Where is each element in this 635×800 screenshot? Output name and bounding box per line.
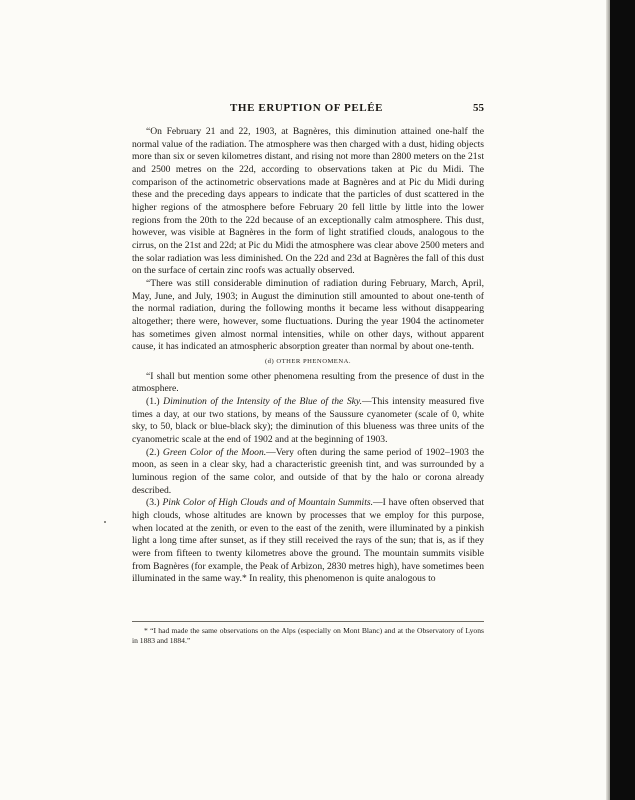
footnote-divider	[132, 621, 484, 622]
body-text	[132, 126, 484, 586]
running-title: THE ERUPTION OF PELÉE	[230, 102, 384, 114]
footnote	[132, 626, 484, 647]
page-number: 55	[473, 102, 484, 114]
paragraph-radiation: “There was still considerable diminution of radiation during February, March, April, May, June, and July, 1903; in August the diminution still amounted to about one-tenth of the normal radiation, during the following months it became less without disappearing altogether; there were, however, some fluctuations. During the year 1904 the actinometer has sometimes given almost normal intensities, while on other days, without apparent cause, it has indicated an atmospheric absorption greater than normal by about one-tenth.	[132, 277, 484, 353]
list-item-green-moon	[132, 447, 484, 498]
page-header	[132, 102, 484, 118]
list-item-blue-sky	[132, 396, 484, 447]
subheading-label: (d)	[264, 357, 275, 365]
scan-border-right	[610, 0, 635, 800]
item-title: Green Color of the Moon.	[162, 446, 267, 458]
item-number: (2.)	[146, 446, 160, 458]
item-text: —This intensity measured five times a day, at our two stations, by means of the Saussure cyanometer (scale of 0, white sky, to 50, black or blue-black sky); the diminution of this blueness was three units of the cyanometric scale at the end of 1902 and at the beginning of 1903.	[132, 396, 484, 446]
section-subheading	[132, 356, 484, 368]
item-number: (3.)	[146, 497, 160, 509]
footnote-text: * “I had made the same observations on the Alps (especially on Mont Blanc) and at the Observatory of Lyons in 1883 and 1884.”	[132, 626, 484, 646]
item-number: (1.)	[146, 396, 160, 408]
paragraph-intro: “I shall but mention some other phenomena resulting from the presence of dust in the atmosphere.	[132, 370, 484, 395]
paragraph-bagneres: “On February 21 and 22, 1903, at Bagnères, this diminution attained one-half the normal value of the radiation. The atmosphere was then charged with a dust, hiding objects more than six or seven kilometres distant, and rising not more than 2800 meters on the 21st and 2500 metres on the 22d, according to observations taken at Pic du Midi. The comparison of the actinometric observations made at Bagnères and at Pic du Midi during these and the preceding days appears to indicate that the particles of dust scattered in the higher regions of the atmosphere before February 20 fell little by little into the lower regions from the 20th to the 22d because of an exceptionally calm atmosphere. This dust, however, was visible at Bagnères in the form of light stratified clouds, analogous to the cirrus, on the 21st and 22d; at Pic du Midi the atmosphere was clear above 2500 meters and the solar radiation was less diminished. On the 22d and 23d at Bagnères the fall of this dust on the surface of certain zinc roofs was actually observed.	[132, 126, 484, 277]
item-text: —Very often during the same period of 1902–1903 the moon, as seen in a clear sky, had a characteristic greenish tint, and was surrounded by a luminous region of the same color, and outside of that by the halo or corona already described.	[132, 446, 484, 496]
subheading-text: OTHER PHENOMENA.	[276, 357, 352, 365]
margin-speck	[104, 521, 106, 523]
item-text: —I have often observed that high clouds, whose altitudes are known by processes that we employ for this purpose, when located at the zenith, or even to the east of the zenith, were illuminated by a pinkish light a long time after sunset, as if they still received the rays of the sun; that is, as if they were from fifteen to twenty kilometres above the ground. The mountain summits visible from Bagnères (for example, the Peak of Arbizon, 2830 metres high), have sometimes been illuminated in the same way.* In reality, this phenomenon is quite analogous to	[132, 497, 484, 585]
item-title: Diminution of the Intensity of the Blue of the Sky.	[163, 396, 363, 408]
list-item-pink-clouds	[132, 497, 484, 586]
item-title: Pink Color of High Clouds and of Mountain Summits.	[162, 497, 374, 509]
